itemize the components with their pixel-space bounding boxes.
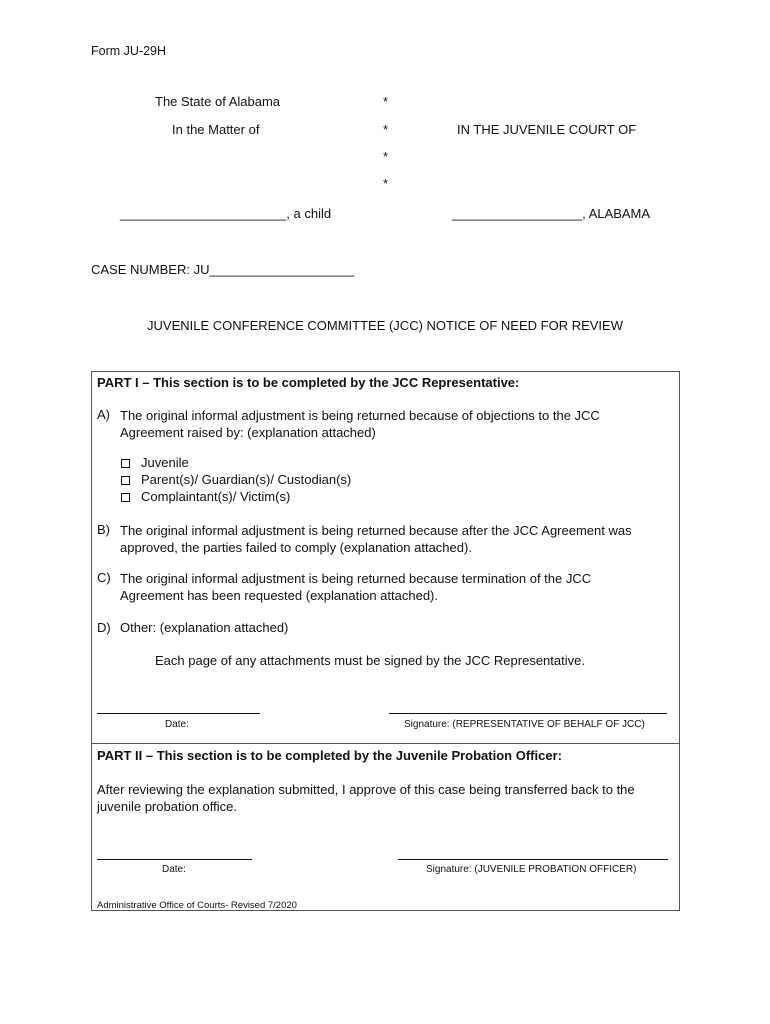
checkbox-parents-guardians[interactable] xyxy=(121,472,351,487)
item-a-text: The original informal adjustment is being returned because of objections to the JCC Agreement raised by: (explanation attached) xyxy=(120,408,600,440)
part1-signature-line[interactable] xyxy=(389,713,667,714)
part2-date-label: Date: xyxy=(162,864,186,875)
caption-state: The State of Alabama xyxy=(155,94,281,109)
form-sections-box xyxy=(91,371,680,911)
item-c-label: C) xyxy=(97,570,111,585)
item-d-label: D) xyxy=(97,620,111,635)
checkbox-label: Juvenile xyxy=(141,455,189,470)
item-c-text: The original informal adjustment is being returned because termination of the JCC Agreement has been requested (explanation attached). xyxy=(120,571,592,603)
checkbox-juvenile[interactable] xyxy=(121,455,189,470)
child-name-field[interactable]: _______________________, a child xyxy=(120,206,332,221)
item-b-label: B) xyxy=(97,522,110,537)
caption-asterisk: * xyxy=(383,122,389,137)
checkbox-label: Parent(s)/ Guardian(s)/ Custodian(s) xyxy=(141,472,352,487)
part1-date-line[interactable] xyxy=(97,713,260,714)
case-number-field[interactable]: CASE NUMBER: JU____________________ xyxy=(91,262,355,277)
caption-asterisk: * xyxy=(383,149,389,164)
caption-asterisk: * xyxy=(383,94,389,109)
item-b-text: The original informal adjustment is being returned because after the JCC Agreement was approved, the parties failed to comply (explanation attached). xyxy=(120,523,632,555)
part1-heading: PART I – This section is to be completed by the JCC Representative: xyxy=(97,375,520,390)
checkbox-label: Complaintant(s)/ Victim(s) xyxy=(141,489,291,504)
checkbox-icon[interactable] xyxy=(121,476,130,485)
footer-revision: Administrative Office of Courts- Revised 7/2020 xyxy=(97,900,297,911)
checkbox-icon[interactable] xyxy=(121,459,130,468)
part2-heading: PART II – This section is to be completed by the Juvenile Probation Officer: xyxy=(97,748,562,763)
section-divider xyxy=(91,743,680,744)
caption-asterisk: * xyxy=(383,176,389,191)
county-field[interactable]: __________________, ALABAMA xyxy=(452,206,651,221)
part2-date-line[interactable] xyxy=(97,859,252,860)
part1-date-label: Date: xyxy=(165,719,189,730)
part2-signature-label: Signature: (JUVENILE PROBATION OFFICER) xyxy=(426,864,637,875)
checkbox-complainants-victims[interactable] xyxy=(121,489,290,504)
caption-court: IN THE JUVENILE COURT OF xyxy=(457,122,637,137)
attachments-note: Each page of any attachments must be signed by the JCC Representative. xyxy=(155,653,585,668)
item-d-text: Other: (explanation attached) xyxy=(120,620,289,635)
form-id: Form JU-29H xyxy=(91,44,167,58)
checkbox-icon[interactable] xyxy=(121,493,130,502)
part1-signature-label: Signature: (REPRESENTATIVE OF BEHALF OF JCC) xyxy=(404,719,645,730)
part2-signature-line[interactable] xyxy=(398,859,668,860)
caption-matter: In the Matter of xyxy=(172,122,260,137)
part2-text: After reviewing the explanation submitted, I approve of this case being transferred back to the juvenile probation office. xyxy=(97,782,635,814)
item-a-label: A) xyxy=(97,407,110,422)
form-title: JUVENILE CONFERENCE COMMITTEE (JCC) NOTICE OF NEED FOR REVIEW xyxy=(147,318,623,333)
